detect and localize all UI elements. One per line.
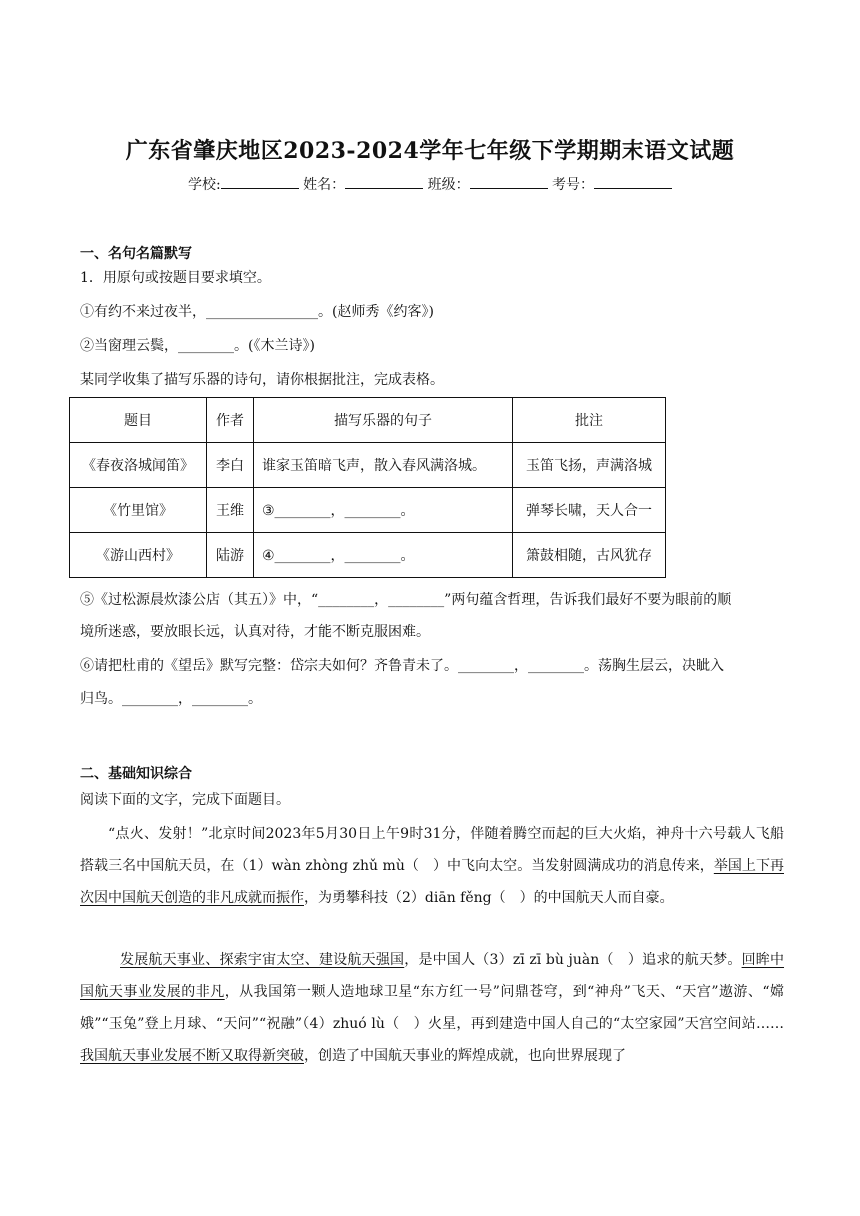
- question-1-stem: 1．用原句或按题目要求填空。: [80, 270, 271, 286]
- page-title: 广东省肇庆地区2023-2024学年七年级下学期期末语文试题: [125, 138, 735, 164]
- table-cell: 《竹里馆》: [70, 488, 207, 533]
- table-cell: ④________，________。: [254, 533, 513, 578]
- item-5-line-1: ⑤《过松源晨炊漆公店（其五）》中，“________，________”两句蕴含哲理，告诉我们最好不要为眼前的顺: [80, 592, 732, 608]
- name-blank[interactable]: [345, 174, 423, 189]
- passage-paragraph-2: [80, 944, 784, 1072]
- passage-text: ，创造了中国航天事业的辉煌成就，也向世界展现了: [304, 1048, 626, 1064]
- table-cell: 《游山西村》: [70, 533, 207, 578]
- table-cell: 《春夜洛城闻笛》: [70, 443, 207, 488]
- table-header-cell: 题目: [70, 398, 207, 443]
- reading-intro: 阅读下面的文字，完成下面题目。: [80, 792, 290, 808]
- class-blank[interactable]: [470, 174, 548, 189]
- table-header-cell: 作者: [207, 398, 254, 443]
- table-intro: 某同学收集了描写乐器的诗句，请你根据批注，完成表格。: [80, 372, 444, 388]
- item-5-line-2: 境所迷惑，要放眼长远，认真对待，才能不断克服困难。: [80, 624, 430, 640]
- class-label: 班级：: [427, 177, 470, 193]
- student-info-line: [0, 174, 860, 194]
- id-blank[interactable]: [594, 174, 672, 189]
- item-1: ①有约不来过夜半，________________。(赵师秀《约客》): [80, 304, 434, 320]
- passage-text: ，为勇攀科技（2）diān fěng（ ）的中国航天人而自豪。: [304, 890, 674, 906]
- table-row: [70, 533, 666, 578]
- table-cell: 陆游: [207, 533, 254, 578]
- table-cell: 谁家玉笛暗飞声，散入春风满洛城。: [254, 443, 513, 488]
- underlined-sentence: 举国上下再次因中国航天创造的非凡成就而振作: [80, 858, 784, 906]
- section-heading-1: 一、名句名篇默写: [80, 246, 192, 262]
- table-header-cell: 描写乐器的句子: [254, 398, 513, 443]
- table-cell: 箫鼓相随，古风犹存: [513, 533, 666, 578]
- passage-text: ，是中国人（3）zī zī bù juàn（ ）追求的航天梦。: [404, 952, 742, 968]
- name-label: 姓名：: [303, 177, 346, 193]
- passage-paragraph-1: [80, 818, 784, 914]
- id-label: 考号：: [552, 177, 595, 193]
- underlined-sentence: 我国航天事业发展不断又取得新突破: [80, 1048, 304, 1064]
- table-header-row: [70, 398, 666, 443]
- table-cell: 弹琴长啸，天人合一: [513, 488, 666, 533]
- table-header-cell: 批注: [513, 398, 666, 443]
- table-row: [70, 488, 666, 533]
- underlined-sentence: 回眸中国航天事业发展的非凡: [80, 952, 785, 1000]
- table-cell: 玉笛飞扬，声满洛城: [513, 443, 666, 488]
- table-cell: 李白: [207, 443, 254, 488]
- section-heading-2: 二、基础知识综合: [80, 766, 192, 782]
- passage-text: “点火、发射！”北京时间2023年5月30日上午9时31分，伴随着腾空而起的巨大火焰，神舟十六号载人飞船搭载三名中国航天员，在（1）wàn zhòng zhǔ mù（ ）中飞向太空。当发射圆满成功的消息传来，: [80, 826, 784, 874]
- school-label: 学校:: [187, 177, 221, 193]
- item-6-line-1: ⑥请把杜甫的《望岳》默写完整：岱宗夫如何？齐鲁青未了。________，________。荡胸生层云，决眦入: [80, 658, 724, 674]
- item-6-line-2: 归鸟。________，________。: [80, 691, 262, 707]
- school-blank[interactable]: [221, 174, 299, 189]
- underlined-sentence: 发展航天事业、探索宇宙太空、建设航天强国: [120, 952, 405, 968]
- item-2: ②当窗理云鬓，________。(《木兰诗》): [80, 338, 315, 354]
- instrument-poem-table: [69, 397, 666, 578]
- passage-text: ，从我国第一颗人造地球卫星“东方红一号”问鼎苍穹，到“神舟”飞天、“天宫”遨游、“嫦娥”“玉兔”登上月球、“天问”“祝融”（4）zhuó lù（ ）火星，再到建造中国人自己的“太空家园”天宫空间站……: [80, 984, 784, 1032]
- table-cell: 王维: [207, 488, 254, 533]
- table-cell: ③________，________。: [254, 488, 513, 533]
- table-row: [70, 443, 666, 488]
